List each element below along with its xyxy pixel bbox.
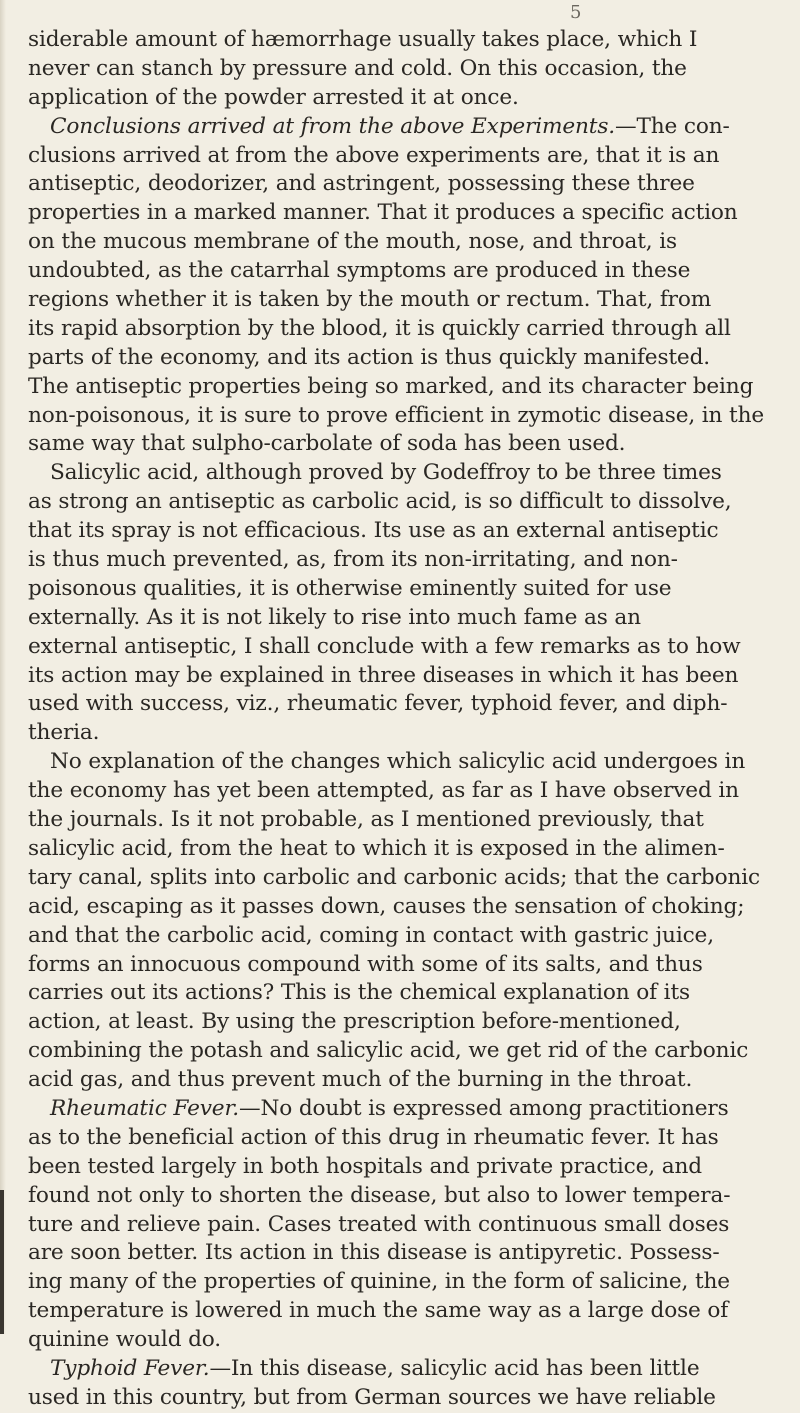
line-text: its rapid absorption by the blood, it is quickly carried through all <box>28 315 731 341</box>
line-text: —The con- <box>615 113 730 139</box>
section-heading: Conclusions arrived at from the above Experiments. <box>50 113 615 139</box>
text-line <box>28 1239 792 1268</box>
body-text <box>28 26 792 1413</box>
line-text: acid gas, and thus prevent much of the burning in the throat. <box>28 1067 693 1093</box>
line-text: as strong an antiseptic as carbolic acid, is so difficult to dissolve, <box>28 489 732 515</box>
text-line <box>28 979 792 1008</box>
line-text: clusions arrived at from the above experiments are, that it is an <box>28 142 720 168</box>
text-line <box>28 893 792 922</box>
text-line <box>28 835 792 864</box>
line-text: found not only to shorten the disease, but also to lower tempera- <box>28 1182 731 1208</box>
line-text: theria. <box>28 720 100 746</box>
text-line <box>28 1297 792 1326</box>
text-line <box>28 344 792 373</box>
line-text: No explanation of the changes which salicylic acid undergoes in <box>50 749 746 775</box>
line-text: combining the potash and salicylic acid, we get rid of the carbonic <box>28 1038 749 1064</box>
text-line <box>28 864 792 893</box>
page-number: 5 <box>570 2 582 23</box>
text-line <box>28 1153 792 1182</box>
text-line <box>28 170 792 199</box>
line-text: on the mucous membrane of the mouth, nose, and throat, is <box>28 229 677 255</box>
text-line <box>28 633 792 662</box>
text-line <box>28 604 792 633</box>
line-text: same way that sulpho-carbolate of soda has been used. <box>28 431 626 457</box>
text-line <box>28 662 792 691</box>
section-heading: Typhoid Fever. <box>50 1355 210 1381</box>
line-text: externally. As it is not likely to rise into much fame as an <box>28 604 641 630</box>
text-line <box>28 806 792 835</box>
line-text: external antiseptic, I shall conclude with a few remarks as to how <box>28 633 741 659</box>
text-line <box>28 199 792 228</box>
text-line <box>28 546 792 575</box>
line-text: as to the beneficial action of this drug in rheumatic fever. It has <box>28 1124 719 1150</box>
text-line <box>28 55 792 84</box>
text-line <box>28 1384 792 1413</box>
line-text: —No doubt is expressed among practitioners <box>239 1095 729 1121</box>
text-line <box>28 517 792 546</box>
line-text: used with success, viz., rheumatic fever, typhoid fever, and diph- <box>28 691 728 717</box>
line-text: action, at least. By using the prescription before-mentioned, <box>28 1009 681 1035</box>
line-text: non-poisonous, it is sure to prove efficient in zymotic disease, in the <box>28 402 765 428</box>
text-line <box>28 402 792 431</box>
line-text: used in this country, but from German sources we have reliable <box>28 1384 716 1410</box>
line-text: undoubted, as the catarrhal symptoms are produced in these <box>28 258 691 284</box>
text-line <box>28 26 792 55</box>
line-text: application of the powder arrested it at once. <box>28 84 519 110</box>
text-line <box>28 748 792 777</box>
text-line <box>28 373 792 402</box>
line-text: carries out its actions? This is the chemical explanation of its <box>28 980 690 1006</box>
text-line <box>28 488 792 517</box>
line-text: ing many of the properties of quinine, in the form of salicine, the <box>28 1269 730 1295</box>
section-heading-line <box>28 113 792 142</box>
line-text: Salicylic acid, although proved by Godeffroy to be three times <box>50 460 722 486</box>
line-text: the economy has yet been attempted, as far as I have observed in <box>28 778 739 804</box>
text-line <box>28 228 792 257</box>
line-text: and that the carbolic acid, coming in contact with gastric juice, <box>28 922 714 948</box>
text-line <box>28 430 792 459</box>
text-line <box>28 1211 792 1240</box>
text-line <box>28 575 792 604</box>
text-line <box>28 459 792 488</box>
line-text: properties in a marked manner. That it produces a specific action <box>28 200 738 226</box>
text-line <box>28 922 792 951</box>
line-text: —In this disease, salicylic acid has been little <box>209 1355 700 1381</box>
line-text: antiseptic, deodorizer, and astringent, possessing these three <box>28 171 695 197</box>
line-text: quinine would do. <box>28 1327 222 1353</box>
line-text: parts of the economy, and its action is thus quickly manifested. <box>28 344 710 370</box>
text-line <box>28 1008 792 1037</box>
text-line <box>28 1037 792 1066</box>
text-line <box>28 777 792 806</box>
binding-edge <box>0 1190 4 1334</box>
line-text: regions whether it is taken by the mouth or rectum. That, from <box>28 287 712 313</box>
page-edge-shadow <box>0 0 6 1334</box>
text-line <box>28 690 792 719</box>
line-text: its action may be explained in three diseases in which it has been <box>28 662 739 688</box>
text-line <box>28 1326 792 1355</box>
text-line <box>28 1066 792 1095</box>
line-text: poisonous qualities, it is otherwise eminently suited for use <box>28 575 672 601</box>
line-text: been tested largely in both hospitals and private practice, and <box>28 1153 702 1179</box>
text-line <box>28 286 792 315</box>
line-text: never can stanch by pressure and cold. On this occasion, the <box>28 55 687 81</box>
line-text: siderable amount of hæmorrhage usually takes place, which I <box>28 27 698 52</box>
line-text: The antiseptic properties being so marked, and its character being <box>28 373 754 399</box>
line-text: acid, escaping as it passes down, causes the sensation of choking; <box>28 893 745 919</box>
section-heading-line <box>28 1355 792 1384</box>
text-line <box>28 1182 792 1211</box>
text-line <box>28 257 792 286</box>
line-text: salicylic acid, from the heat to which it is exposed in the alimen- <box>28 835 725 861</box>
line-text: tary canal, splits into carbolic and carbonic acids; that the carbonic <box>28 864 760 890</box>
text-line <box>28 142 792 171</box>
line-text: is thus much prevented, as, from its non-irritating, and non- <box>28 547 678 573</box>
text-line <box>28 84 792 113</box>
text-line <box>28 719 792 748</box>
section-heading: Rheumatic Fever. <box>50 1095 239 1121</box>
line-text: are soon better. Its action in this disease is antipyretic. Possess- <box>28 1240 720 1266</box>
line-text: that its spray is not efficacious. Its use as an external antiseptic <box>28 518 719 544</box>
line-text: the journals. Is it not probable, as I mentioned previously, that <box>28 807 704 833</box>
line-text: ture and relieve pain. Cases treated with continuous small doses <box>28 1211 730 1237</box>
text-line <box>28 315 792 344</box>
text-line <box>28 1124 792 1153</box>
section-heading-line <box>28 1095 792 1124</box>
text-line <box>28 951 792 980</box>
line-text: temperature is lowered in much the same way as a large dose of <box>28 1298 729 1324</box>
text-line <box>28 1268 792 1297</box>
line-text: forms an innocuous compound with some of its salts, and thus <box>28 951 703 977</box>
